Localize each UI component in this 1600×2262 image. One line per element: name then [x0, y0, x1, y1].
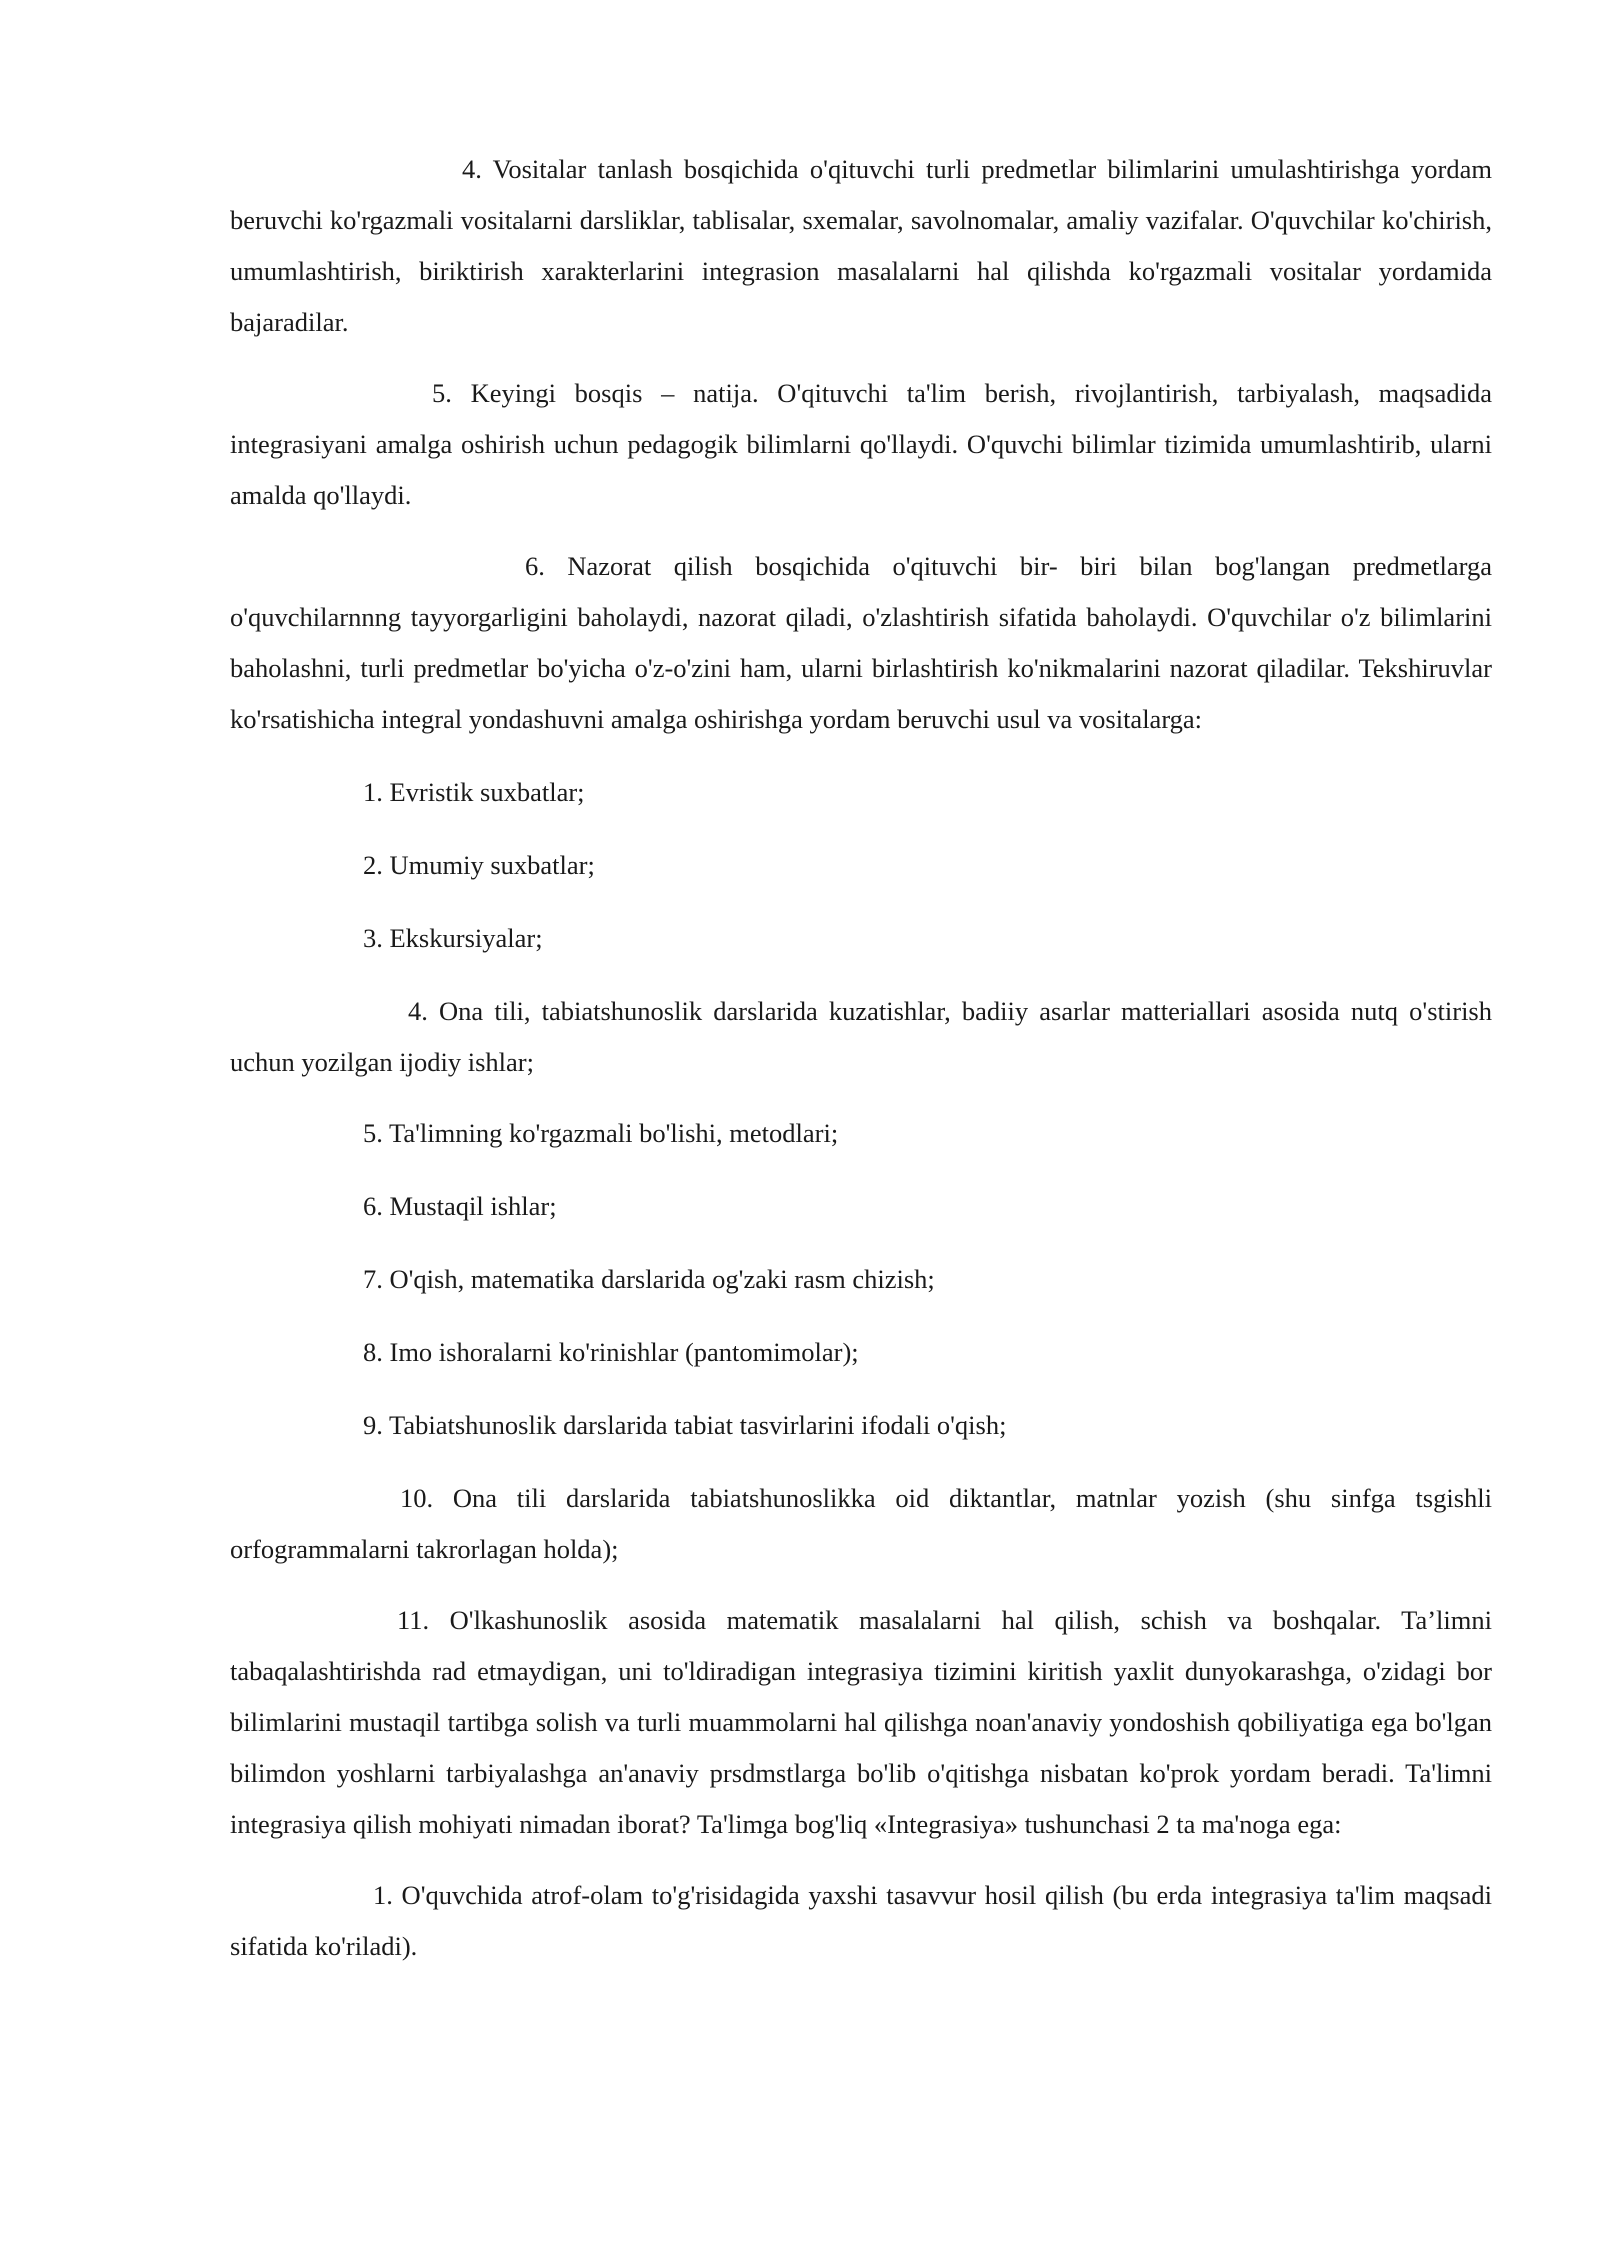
paragraph-stage-4: 4. Vositalar tanlash bosqichida o'qituvchi turli predmetlar bilimlarini umulashtirishga yordam beruvchi ko'rgazmali vositalarni darsliklar, tablisalar, sxemalar, savolnomalar, amaliy vazifalar. O'quvchilar ko'chirish, umumlashtirish, biriktirish xarakterlarini integrasion masalalarni hal qilishda ko'rgazmali vositalar yordamida bajaradilar.: [230, 154, 1492, 337]
list-item: 6. Mustaqil ishlar;: [363, 1191, 557, 1221]
list-item: 3. Ekskursiyalar;: [363, 923, 543, 953]
list-item: 7. O'qish, matematika darslarida og'zaki rasm chizish;: [363, 1264, 935, 1294]
list-item: 10. Ona tili darslarida tabiatshunoslikka oid diktantlar, matnlar yozish (shu sinfga tsgishli orfogrammalarni takrorlagan holda);: [230, 1483, 1492, 1564]
paragraph-stage-5: 5. Keyingi bosqis – natija. O'qituvchi ta'lim berish, rivojlantirish, tarbiyalash, maqsadida integrasiyani amalga oshirish uchun pedagogik bilimlarni qo'llaydi. O'quvchi bilimlar tizimida umumlashtirib, ularni amalda qo'llaydi.: [230, 378, 1492, 510]
document-page: [230, 144, 1492, 1992]
list-item: 4. Ona tili, tabiatshunoslik darslarida kuzatishlar, badiiy asarlar matteriallari asosida nutq o'stirish uchun yozilgan ijodiy ishlar;: [230, 996, 1492, 1077]
list-item: 2. Umumiy suxbatlar;: [363, 850, 595, 880]
paragraph-stage-6: 6. Nazorat qilish bosqichida o'qituvchi bir- biri bilan bog'langan predmetlarga o'quvchilarnnng tayyorgarligini baholaydi, nazorat qiladi, o'zlashtirish sifatida baholaydi. O'quvchilar o'z bilimlarini baholashni, turli predmetlar bo'yicha o'z-o'zini ham, ularni birlashtirish ko'nikmalarini nazorat qiladilar. Tekshiruvlar ko'rsatishicha integral yondashuvni amalga oshirishga yordam beruvchi usul va vositalarga:: [230, 551, 1492, 734]
list-item: 8. Imo ishoralarni ko'rinishlar (pantomimolar);: [363, 1337, 859, 1367]
list-item: 9. Tabiatshunoslik darslarida tabiat tasvirlarini ifodali o'qish;: [363, 1410, 1007, 1440]
paragraph-item-11: 11. O'lkashunoslik asosida matematik masalalarni hal qilish, schish va boshqalar. Ta’limni tabaqalashtirishda rad etmaydigan, uni to'ldiradigan integrasiya tizimini kiritish yaxlit dunyokarashga, o'zidagi bor bilimlarini mustaqil tartibga solish va turli muammolarni hal qilishga noan'anaviy yondoshish qobiliyatiga ega bo'lgan bilimdon yoshlarni tarbiyalashga an'anaviy prsdmstlarga bo'lib o'qitishga nisbatan ko'prok yordam beradi. Ta'limni integrasiya qilish mohiyati nimadan iborat? Ta'limga bog'liq «Integrasiya» tushunchasi 2 ta ma'noga ega:: [230, 1605, 1492, 1839]
list-item: 5. Ta'limning ko'rgazmali bo'lishi, metodlari;: [363, 1118, 839, 1148]
list-item: 1. Evristik suxbatlar;: [363, 777, 585, 807]
paragraph-meaning-1: 1. O'quvchida atrof-olam to'g'risidagida yaxshi tasavvur hosil qilish (bu erda integrasiya ta'lim maqsadi sifatida ko'riladi).: [230, 1880, 1492, 1961]
methods-list: [230, 767, 1492, 1575]
